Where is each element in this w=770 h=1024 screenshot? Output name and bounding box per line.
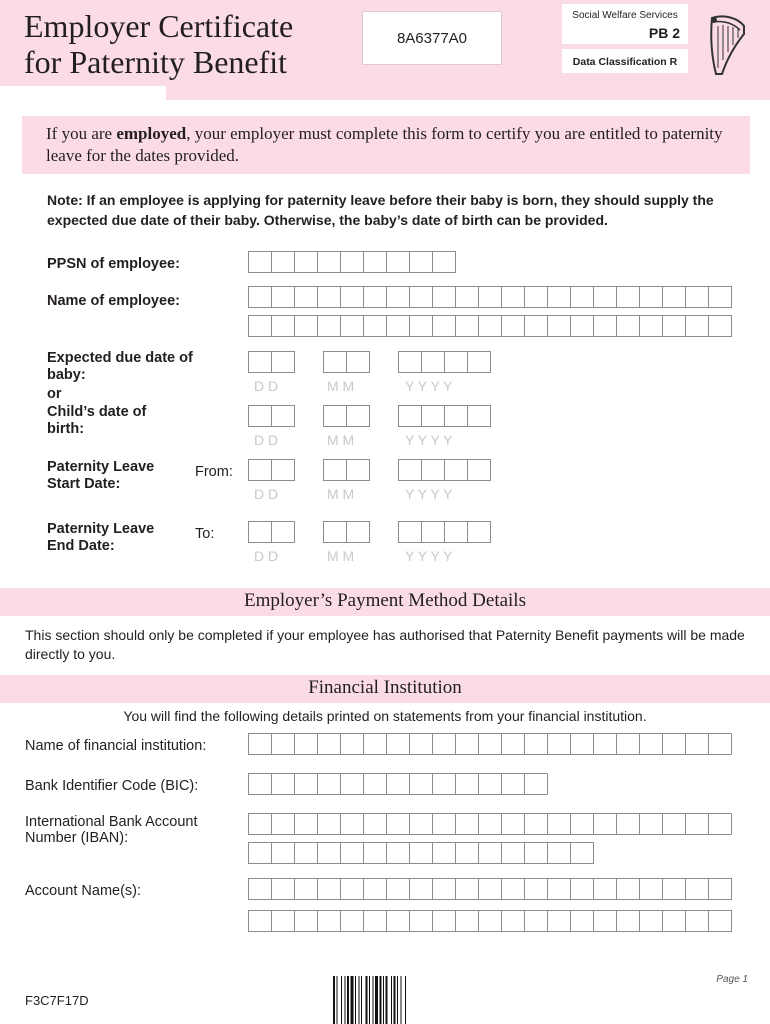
char-box[interactable] <box>398 405 422 427</box>
birth-date-year-input[interactable] <box>398 405 491 427</box>
char-box[interactable] <box>271 842 295 864</box>
form-code-box <box>362 11 502 65</box>
char-box[interactable] <box>524 315 548 337</box>
char-box[interactable] <box>662 813 686 835</box>
char-box[interactable] <box>409 315 433 337</box>
char-box[interactable] <box>340 286 364 308</box>
char-box[interactable] <box>444 405 468 427</box>
char-box[interactable] <box>524 878 548 900</box>
barcode-bar <box>359 976 360 1024</box>
barcode-bar <box>341 976 342 1024</box>
char-box[interactable] <box>398 521 422 543</box>
department-box <box>562 4 688 44</box>
char-box[interactable] <box>570 842 594 864</box>
char-box[interactable] <box>662 286 686 308</box>
char-box[interactable] <box>409 842 433 864</box>
char-box[interactable] <box>271 733 295 755</box>
char-box[interactable] <box>639 910 663 932</box>
char-box[interactable] <box>547 813 571 835</box>
char-box[interactable] <box>294 813 318 835</box>
char-box[interactable] <box>616 733 640 755</box>
char-box[interactable] <box>363 910 387 932</box>
char-box[interactable] <box>444 459 468 481</box>
barcode-bar <box>373 976 374 1024</box>
page-number: Page 1 <box>716 974 748 985</box>
char-box[interactable] <box>708 315 732 337</box>
char-box[interactable] <box>248 878 272 900</box>
char-box[interactable] <box>524 842 548 864</box>
end-date-label-2: End Date: <box>47 538 115 554</box>
start-date-month-input[interactable] <box>323 459 370 481</box>
char-box[interactable] <box>432 842 456 864</box>
char-box[interactable] <box>248 251 272 273</box>
char-box[interactable] <box>386 910 410 932</box>
char-box[interactable] <box>432 910 456 932</box>
char-box[interactable] <box>317 773 341 795</box>
char-box[interactable] <box>248 315 272 337</box>
char-box[interactable] <box>467 459 491 481</box>
char-box[interactable] <box>317 251 341 273</box>
char-box[interactable] <box>593 910 617 932</box>
barcode-bar <box>351 976 354 1024</box>
employee-name-input-row1[interactable] <box>248 286 732 308</box>
char-box[interactable] <box>409 733 433 755</box>
barcode-bar <box>397 976 398 1024</box>
char-box[interactable] <box>340 910 364 932</box>
char-box[interactable] <box>593 286 617 308</box>
char-box[interactable] <box>409 910 433 932</box>
harp-icon <box>704 14 748 78</box>
char-box[interactable] <box>317 315 341 337</box>
char-box[interactable] <box>294 315 318 337</box>
char-box[interactable] <box>363 733 387 755</box>
from-label: From: <box>195 464 233 480</box>
char-box[interactable] <box>340 842 364 864</box>
bic-input[interactable] <box>248 773 548 795</box>
due-date-label-2: baby: <box>47 367 86 383</box>
intro-part2: , your employer must complete this form to certify you are entitled to paternity leave for the dates provided. <box>46 124 723 165</box>
char-box[interactable] <box>547 315 571 337</box>
char-box[interactable] <box>346 405 370 427</box>
intro-bold: employed <box>116 124 187 143</box>
char-box[interactable] <box>432 733 456 755</box>
char-box[interactable] <box>271 910 295 932</box>
char-box[interactable] <box>524 733 548 755</box>
char-box[interactable] <box>616 315 640 337</box>
start-date-year-hint: Y Y Y Y <box>405 486 453 502</box>
char-box[interactable] <box>409 878 433 900</box>
char-box[interactable] <box>432 251 456 273</box>
char-box[interactable] <box>317 842 341 864</box>
birth-date-day-input[interactable] <box>248 405 295 427</box>
char-box[interactable] <box>386 773 410 795</box>
account-name-input-row2[interactable] <box>248 910 732 932</box>
char-box[interactable] <box>547 286 571 308</box>
end-date-month-hint: M M <box>327 548 355 564</box>
char-box[interactable] <box>421 405 445 427</box>
char-box[interactable] <box>248 813 272 835</box>
char-box[interactable] <box>685 315 709 337</box>
char-box[interactable] <box>593 315 617 337</box>
bic-label: Bank Identifier Code (BIC): <box>25 778 199 794</box>
char-box[interactable] <box>386 878 410 900</box>
classification-box <box>562 49 688 73</box>
char-box[interactable] <box>294 733 318 755</box>
char-box[interactable] <box>340 315 364 337</box>
char-box[interactable] <box>340 251 364 273</box>
char-box[interactable] <box>616 910 640 932</box>
data-classification: Data Classification R <box>572 56 678 68</box>
due-date-month-hint: M M <box>327 378 355 394</box>
char-box[interactable] <box>271 286 295 308</box>
char-box[interactable] <box>685 733 709 755</box>
char-box[interactable] <box>478 315 502 337</box>
char-box[interactable] <box>409 813 433 835</box>
char-box[interactable] <box>386 251 410 273</box>
char-box[interactable] <box>639 813 663 835</box>
char-box[interactable] <box>363 773 387 795</box>
barcode-bar <box>345 976 346 1024</box>
char-box[interactable] <box>570 910 594 932</box>
char-box[interactable] <box>467 351 491 373</box>
char-box[interactable] <box>444 351 468 373</box>
birth-date-label-1: Child’s date of <box>47 404 147 420</box>
char-box[interactable] <box>294 251 318 273</box>
char-box[interactable] <box>340 813 364 835</box>
char-box[interactable] <box>524 286 548 308</box>
start-date-month-hint: M M <box>327 486 355 502</box>
char-box[interactable] <box>323 351 347 373</box>
end-date-day-input[interactable] <box>248 521 295 543</box>
barcode-bar <box>386 976 388 1024</box>
char-box[interactable] <box>501 773 525 795</box>
char-box[interactable] <box>386 813 410 835</box>
char-box[interactable] <box>478 813 502 835</box>
birth-date-month-input[interactable] <box>323 405 370 427</box>
barcode-bar <box>333 976 335 1024</box>
char-box[interactable] <box>340 733 364 755</box>
char-box[interactable] <box>432 773 456 795</box>
char-box[interactable] <box>662 910 686 932</box>
char-box[interactable] <box>323 459 347 481</box>
char-box[interactable] <box>616 813 640 835</box>
barcode-bar <box>337 976 338 1024</box>
char-box[interactable] <box>386 733 410 755</box>
start-date-label-1: Paternity Leave <box>47 459 155 475</box>
char-box[interactable] <box>271 521 295 543</box>
ppsn-input[interactable] <box>248 251 456 273</box>
char-box[interactable] <box>248 733 272 755</box>
department-name: Social Welfare Services <box>572 10 678 21</box>
char-box[interactable] <box>386 842 410 864</box>
char-box[interactable] <box>248 351 272 373</box>
char-box[interactable] <box>478 878 502 900</box>
or-label: or <box>47 386 62 402</box>
page-title-line1: Employer Certificate <box>24 8 294 44</box>
char-box[interactable] <box>662 878 686 900</box>
char-box[interactable] <box>323 405 347 427</box>
institution-input[interactable] <box>248 733 732 755</box>
char-box[interactable] <box>455 878 479 900</box>
char-box[interactable] <box>501 286 525 308</box>
char-box[interactable] <box>317 733 341 755</box>
char-box[interactable] <box>593 733 617 755</box>
char-box[interactable] <box>421 351 445 373</box>
end-date-label-1: Paternity Leave <box>47 521 155 537</box>
intro-text <box>46 123 756 167</box>
char-box[interactable] <box>271 251 295 273</box>
char-box[interactable] <box>317 286 341 308</box>
char-box[interactable] <box>386 315 410 337</box>
char-box[interactable] <box>639 315 663 337</box>
char-box[interactable] <box>708 813 732 835</box>
account-name-input-row1[interactable] <box>248 878 732 900</box>
char-box[interactable] <box>467 521 491 543</box>
char-box[interactable] <box>294 910 318 932</box>
birth-date-day-hint: D D <box>254 432 279 448</box>
char-box[interactable] <box>524 813 548 835</box>
char-box[interactable] <box>271 773 295 795</box>
char-box[interactable] <box>708 733 732 755</box>
char-box[interactable] <box>708 910 732 932</box>
char-box[interactable] <box>685 910 709 932</box>
char-box[interactable] <box>248 910 272 932</box>
char-box[interactable] <box>662 315 686 337</box>
form-id: PB 2 <box>648 25 680 41</box>
char-box[interactable] <box>570 286 594 308</box>
char-box[interactable] <box>455 315 479 337</box>
due-date-day-hint: D D <box>254 378 279 394</box>
birth-date-year-hint: Y Y Y Y <box>405 432 453 448</box>
start-date-day-hint: D D <box>254 486 279 502</box>
char-box[interactable] <box>271 315 295 337</box>
barcode-bar <box>405 976 406 1024</box>
note-text: Note: If an employee is applying for paternity leave before their baby is born, they should supply the expected due date of their baby. Otherwise, the baby’s date of birth can be provided. <box>47 192 714 228</box>
char-box[interactable] <box>685 286 709 308</box>
char-box[interactable] <box>421 459 445 481</box>
barcode-bar <box>366 976 368 1024</box>
char-box[interactable] <box>340 773 364 795</box>
char-box[interactable] <box>478 773 502 795</box>
institution-label: Name of financial institution: <box>25 738 207 754</box>
start-date-label-2: Start Date: <box>47 476 121 492</box>
char-box[interactable] <box>363 315 387 337</box>
end-date-year-hint: Y Y Y Y <box>405 548 453 564</box>
char-box[interactable] <box>455 842 479 864</box>
iban-label-1: International Bank Account <box>25 814 198 830</box>
char-box[interactable] <box>323 521 347 543</box>
char-box[interactable] <box>570 315 594 337</box>
char-box[interactable] <box>386 286 410 308</box>
char-box[interactable] <box>593 878 617 900</box>
char-box[interactable] <box>708 286 732 308</box>
char-box[interactable] <box>455 286 479 308</box>
iban-input-row2[interactable] <box>248 842 594 864</box>
char-box[interactable] <box>478 910 502 932</box>
char-box[interactable] <box>501 878 525 900</box>
char-box[interactable] <box>409 286 433 308</box>
barcode-bar <box>347 976 349 1024</box>
account-name-label: Account Name(s): <box>25 883 142 899</box>
iban-label-2: Number (IBAN): <box>25 830 129 846</box>
char-box[interactable] <box>501 813 525 835</box>
char-box[interactable] <box>524 910 548 932</box>
due-date-year-hint: Y Y Y Y <box>405 378 453 394</box>
barcode-bar <box>383 976 384 1024</box>
iban-input-row1[interactable] <box>248 813 732 835</box>
char-box[interactable] <box>639 286 663 308</box>
payment-section-desc: This section should only be completed if your employee has authorised that Paternity Benefit payments will be made directly to you. <box>25 627 745 662</box>
barcode-bar <box>380 976 382 1024</box>
char-box[interactable] <box>271 459 295 481</box>
char-box[interactable] <box>363 842 387 864</box>
char-box[interactable] <box>409 773 433 795</box>
char-box[interactable] <box>570 733 594 755</box>
barcode-bar <box>401 976 402 1024</box>
char-box[interactable] <box>294 842 318 864</box>
char-box[interactable] <box>478 733 502 755</box>
char-box[interactable] <box>685 813 709 835</box>
financial-section-title: Financial Institution <box>308 677 462 698</box>
char-box[interactable] <box>432 878 456 900</box>
end-date-month-input[interactable] <box>323 521 370 543</box>
start-date-year-input[interactable] <box>398 459 491 481</box>
char-box[interactable] <box>570 878 594 900</box>
char-box[interactable] <box>524 773 548 795</box>
char-box[interactable] <box>363 251 387 273</box>
header-white-notch <box>0 86 166 100</box>
char-box[interactable] <box>478 286 502 308</box>
char-box[interactable] <box>455 773 479 795</box>
char-box[interactable] <box>340 878 364 900</box>
char-box[interactable] <box>271 405 295 427</box>
payment-section-title: Employer’s Payment Method Details <box>244 590 526 611</box>
page-title-line2: for Paternity Benefit <box>24 44 288 80</box>
due-date-year-input[interactable] <box>398 351 491 373</box>
intro-part1: If you are <box>46 124 117 143</box>
due-date-day-input[interactable] <box>248 351 295 373</box>
char-box[interactable] <box>478 842 502 864</box>
char-box[interactable] <box>616 878 640 900</box>
char-box[interactable] <box>363 286 387 308</box>
char-box[interactable] <box>501 842 525 864</box>
employee-name-label: Name of employee: <box>47 293 180 309</box>
char-box[interactable] <box>547 878 571 900</box>
char-box[interactable] <box>271 878 295 900</box>
to-label: To: <box>195 526 215 542</box>
char-box[interactable] <box>467 405 491 427</box>
char-box[interactable] <box>294 773 318 795</box>
char-box[interactable] <box>455 733 479 755</box>
employee-name-input-row2[interactable] <box>248 315 732 337</box>
char-box[interactable] <box>409 251 433 273</box>
start-date-day-input[interactable] <box>248 459 295 481</box>
char-box[interactable] <box>248 405 272 427</box>
char-box[interactable] <box>248 521 272 543</box>
char-box[interactable] <box>547 910 571 932</box>
char-box[interactable] <box>363 878 387 900</box>
birth-date-label-2: birth: <box>47 421 85 437</box>
char-box[interactable] <box>346 351 370 373</box>
form-code: 8A6377A0 <box>396 30 468 47</box>
barcode-bar <box>355 976 356 1024</box>
footer-code: F3C7F17D <box>25 993 89 1008</box>
char-box[interactable] <box>398 459 422 481</box>
char-box[interactable] <box>294 286 318 308</box>
char-box[interactable] <box>455 910 479 932</box>
char-box[interactable] <box>421 521 445 543</box>
char-box[interactable] <box>363 813 387 835</box>
char-box[interactable] <box>346 521 370 543</box>
char-box[interactable] <box>639 733 663 755</box>
barcode-bar <box>369 976 370 1024</box>
char-box[interactable] <box>432 813 456 835</box>
char-box[interactable] <box>547 842 571 864</box>
end-date-year-input[interactable] <box>398 521 491 543</box>
char-box[interactable] <box>248 842 272 864</box>
due-date-label-1: Expected due date of <box>47 350 193 366</box>
char-box[interactable] <box>708 878 732 900</box>
birth-date-month-hint: M M <box>327 432 355 448</box>
char-box[interactable] <box>444 521 468 543</box>
char-box[interactable] <box>317 878 341 900</box>
char-box[interactable] <box>294 878 318 900</box>
char-box[interactable] <box>616 286 640 308</box>
char-box[interactable] <box>685 878 709 900</box>
char-box[interactable] <box>639 878 663 900</box>
barcode <box>333 976 440 1024</box>
char-box[interactable] <box>398 351 422 373</box>
ppsn-label: PPSN of employee: <box>47 256 180 272</box>
char-box[interactable] <box>501 315 525 337</box>
char-box[interactable] <box>271 813 295 835</box>
char-box[interactable] <box>593 813 617 835</box>
financial-section-desc: You will find the following details printed on statements from your financial institution. <box>123 708 647 724</box>
barcode-bar <box>394 976 396 1024</box>
char-box[interactable] <box>248 459 272 481</box>
char-box[interactable] <box>455 813 479 835</box>
char-box[interactable] <box>317 813 341 835</box>
char-box[interactable] <box>248 773 272 795</box>
char-box[interactable] <box>271 351 295 373</box>
barcode-bar <box>391 976 392 1024</box>
char-box[interactable] <box>501 733 525 755</box>
char-box[interactable] <box>662 733 686 755</box>
char-box[interactable] <box>248 286 272 308</box>
char-box[interactable] <box>501 910 525 932</box>
char-box[interactable] <box>570 813 594 835</box>
barcode-bar <box>375 976 378 1024</box>
char-box[interactable] <box>547 733 571 755</box>
char-box[interactable] <box>432 315 456 337</box>
due-date-month-input[interactable] <box>323 351 370 373</box>
char-box[interactable] <box>317 910 341 932</box>
end-date-day-hint: D D <box>254 548 279 564</box>
char-box[interactable] <box>346 459 370 481</box>
barcode-bar <box>361 976 362 1024</box>
char-box[interactable] <box>432 286 456 308</box>
